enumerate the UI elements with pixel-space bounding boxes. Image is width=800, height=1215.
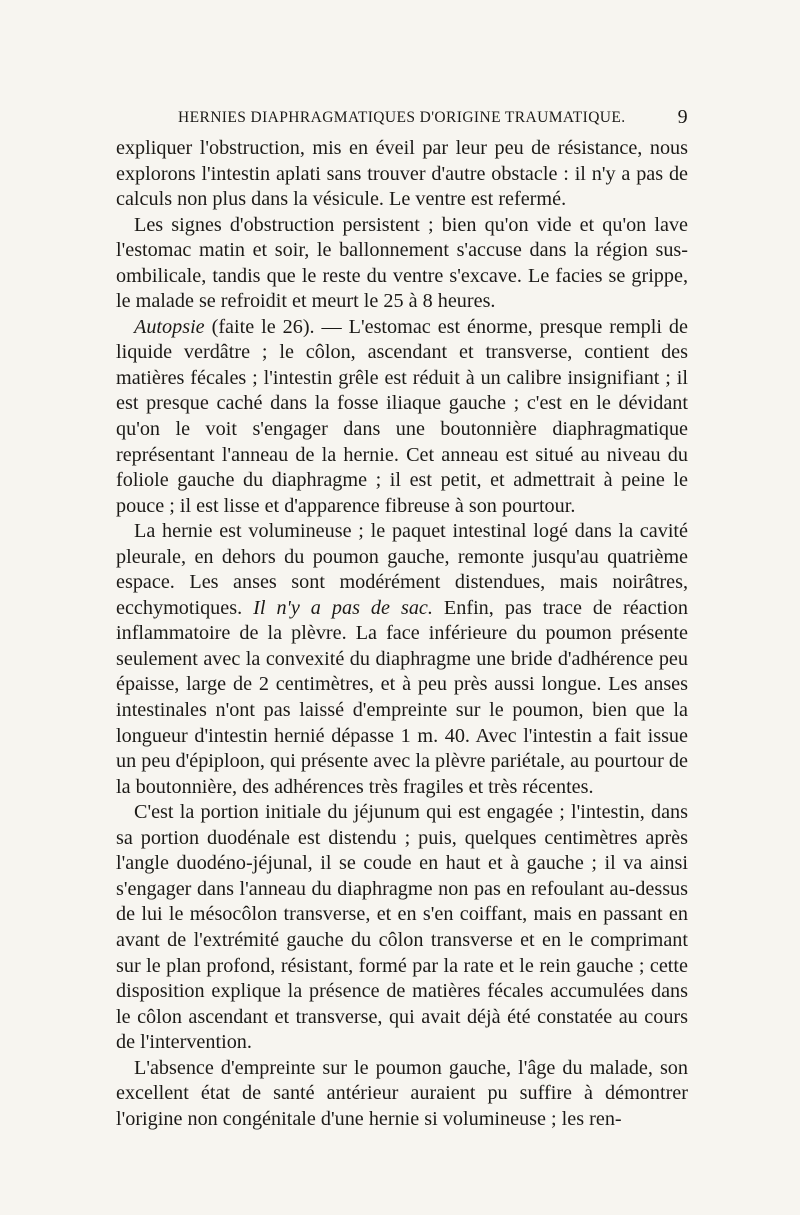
autopsie-label: Autopsie (134, 315, 205, 338)
paragraph-5: C'est la portion initiale du jéjunum qui est engagée ; l'intestin, dans sa portion duodénale est distendu ; puis, quelques centimètres après l'angle duodéno-jéjunal, il se coude en haut et à gauche ; il va ainsi s'engager dans l'anneau du diaphragme non pas en refoulant au-dessus de lui le mésocôlon transverse, et en s'en coiffant, mais en passant en avant de l'extrémité gauche du côlon transverse et en le comprimant sur le plan profond, résistant, formé par la rate et le rein gauche ; cette disposition explique la présence de matières fécales accumulées dans le côlon ascendant et transverse, qui avait déjà été constatée au cours de l'intervention. (116, 801, 688, 1054)
paragraph-3 (116, 315, 688, 519)
paragraph-4-text-a: La hernie est volumineuse ; le paquet intestinal logé dans la cavité pleurale, en dehors du poumon gauche, remonte jusqu'au quatrième espace. Les anses sont modérément distendues, mais noirâtres, ecchymotiques. (116, 520, 688, 619)
body-text (116, 136, 688, 1132)
paragraph-1: expliquer l'obstruction, mis en éveil par leur peu de résistance, nous explorons l'intestin aplati sans trouver d'autre obstacle : il n'y a pas de calculs non plus dans la vésicule. Le ventre est refermé. (116, 137, 688, 211)
running-title: HERNIES DIAPHRAGMATIQUES D'ORIGINE TRAUMATIQUE. (178, 109, 626, 126)
page-number: 9 (677, 106, 688, 128)
paragraph-6: L'absence d'empreinte sur le poumon gauche, l'âge du malade, son excellent état de santé antérieur auraient pu suffire à démontrer l'origine non congénitale d'une hernie si volumineuse ; les ren- (116, 1056, 688, 1130)
paragraph-2: Les signes d'obstruction persistent ; bien qu'on vide et qu'on lave l'estomac matin et soir, le ballonnement s'accuse dans la région sus-ombilicale, tandis que le reste du ventre s'excave. Le facies se grippe, le malade se refroidit et meurt le 25 à 8 heures. (116, 213, 688, 313)
paragraph-4 (116, 519, 688, 800)
paragraph-4-text-b: Enfin, pas trace de réaction inflammatoire de la plèvre. La face inférieure du poumon présente seulement avec la convexité du diaphragme une bride d'adhérence peu épaisse, large de 2 centimètres, et à peu près aussi longue. Les anses intestinales n'ont pas laissé d'empreinte sur le poumon, bien que la longueur d'intestin hernié dépasse 1 m. 40. Avec l'intestin a fait issue un peu d'épiploon, qui présente avec la plèvre pariétale, au pourtour de la boutonnière, des adhérences très fragiles et très récentes. (116, 596, 688, 798)
running-head (116, 107, 688, 133)
no-sac-phrase: Il n'y a pas de sac. (253, 596, 433, 619)
paragraph-3-text: (faite le 26). — L'estomac est énorme, presque rempli de liquide verdâtre ; le côlon, ascendant et transverse, contient des matières fécales ; l'intestin grêle est réduit à un calibre insignifiant ; il est presque caché dans la fosse iliaque gauche ; c'est en le dévidant qu'on le voit s'engager dans une boutonnière diaphragmatique représentant l'anneau de la hernie. Cet anneau est situé au niveau du foliole gauche du diaphragme ; il est petit, et admettrait à peine le pouce ; il est lisse et d'apparence fibreuse à son pourtour. (116, 315, 688, 517)
